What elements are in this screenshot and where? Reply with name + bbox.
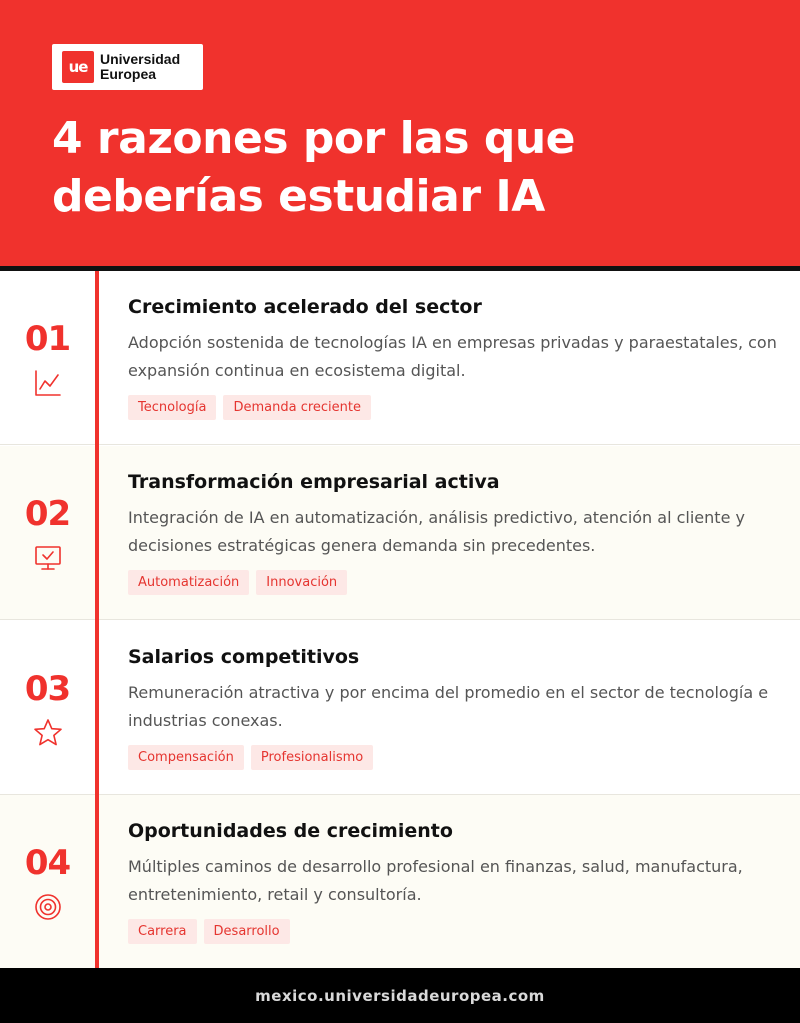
reason-number: 02 — [24, 494, 71, 534]
reason-card-03 — [0, 621, 800, 795]
page-title-line-1: 4 razones por las que — [52, 113, 576, 164]
reason-description: Múltiples caminos de desarrollo profesional en finanzas, salud, manufactura, entretenimiento, retail y consultoría. — [128, 857, 743, 904]
reason-tags — [128, 919, 290, 944]
page-title — [52, 110, 752, 226]
reason-description: Integración de IA en automatización, análisis predictivo, atención al cliente y decisiones estratégicas genera demanda sin precedentes. — [128, 508, 745, 555]
line-chart-icon — [32, 367, 64, 399]
footer-website-link[interactable]: mexico.universidadeuropea.com — [255, 986, 545, 1005]
reason-tags — [128, 570, 347, 595]
timeline-bar — [95, 271, 99, 968]
reason-title: Salarios competitivos — [128, 646, 360, 668]
logo-wordmark — [100, 52, 180, 82]
reason-title: Oportunidades de crecimiento — [128, 820, 453, 842]
reason-title: Transformación empresarial activa — [128, 471, 500, 493]
tag: Tecnología — [128, 395, 216, 420]
ue-logo-icon: ue — [62, 51, 94, 83]
star-icon — [32, 717, 64, 749]
tag: Desarrollo — [204, 919, 290, 944]
reason-card-01 — [0, 271, 800, 445]
reason-description: Remuneración atractiva y por encima del promedio en el sector de tecnología e industrias conexas. — [128, 683, 769, 730]
logo-line-1: Universidad — [100, 51, 181, 67]
universidad-europea-logo[interactable] — [52, 44, 203, 90]
tag: Carrera — [128, 919, 197, 944]
logo-line-2: Europea — [100, 66, 157, 82]
reason-number: 03 — [24, 669, 71, 709]
reason-number: 04 — [24, 843, 71, 883]
tag: Compensación — [128, 745, 244, 770]
page-title-line-2: deberías estudiar IA — [52, 171, 545, 222]
tag: Profesionalismo — [251, 745, 373, 770]
reason-number: 01 — [24, 319, 71, 359]
reason-card-02 — [0, 446, 800, 620]
tag: Automatización — [128, 570, 249, 595]
reason-title: Crecimiento acelerado del sector — [128, 296, 482, 318]
reason-tags — [128, 745, 373, 770]
reason-tags — [128, 395, 371, 420]
reason-description: Adopción sostenida de tecnologías IA en empresas privadas y paraestatales, con expansión continua en ecosistema digital. — [128, 333, 777, 380]
target-icon — [32, 891, 64, 923]
monitor-check-icon — [32, 542, 64, 574]
reason-card-04 — [0, 795, 800, 969]
tag: Demanda creciente — [223, 395, 371, 420]
header-banner — [0, 0, 800, 266]
tag: Innovación — [256, 570, 347, 595]
footer — [0, 968, 800, 1023]
